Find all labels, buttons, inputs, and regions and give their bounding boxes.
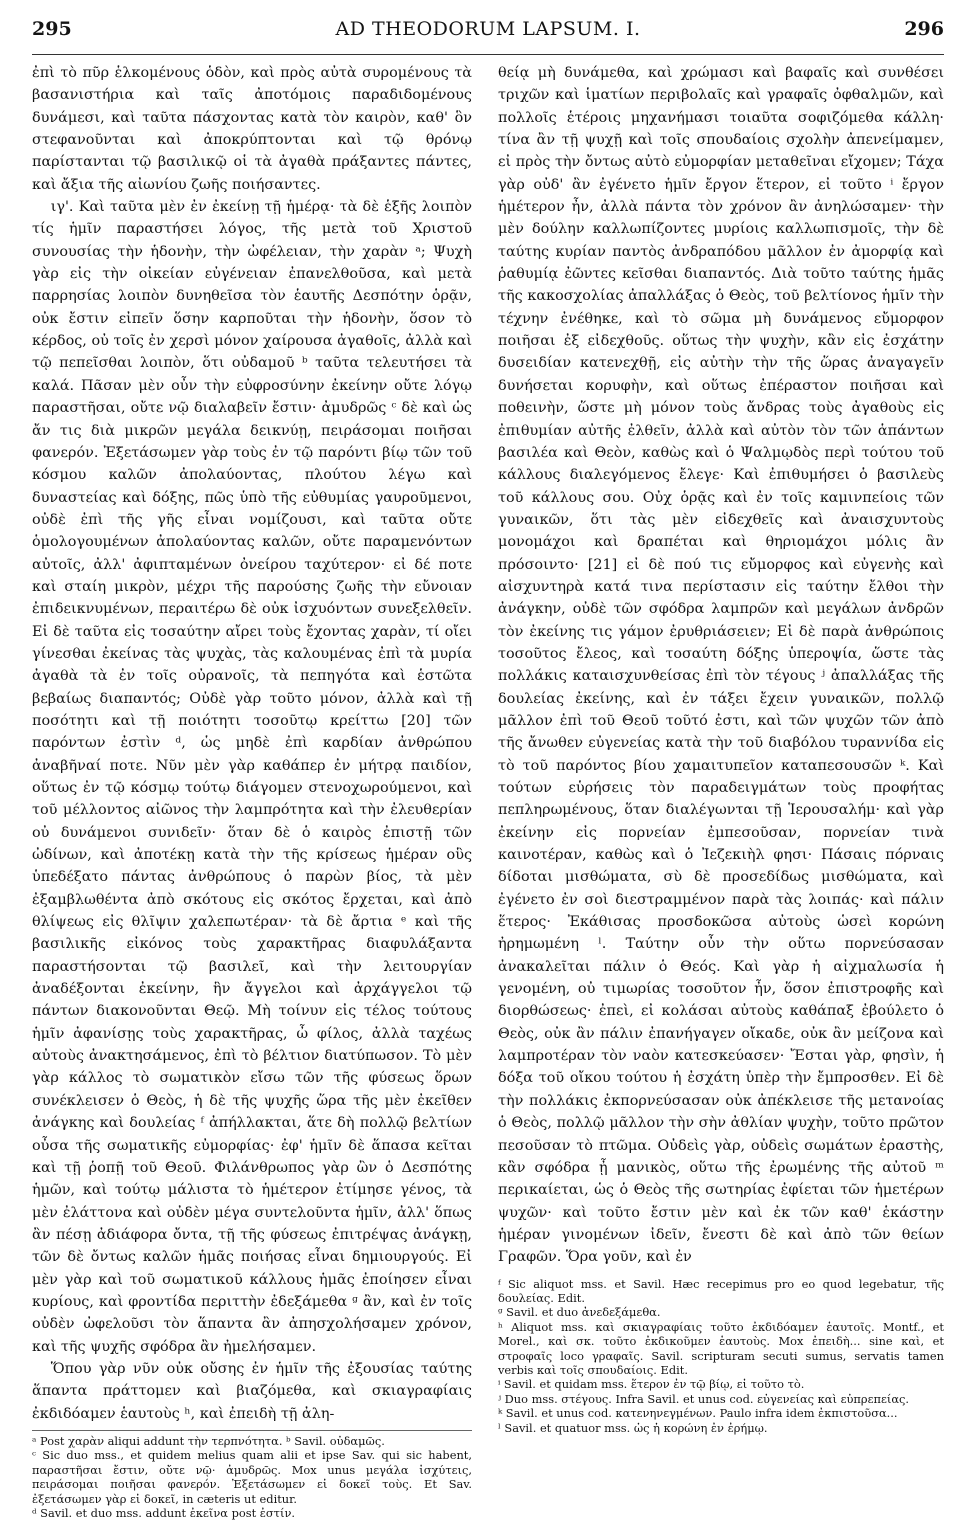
- footnotes-right: [498, 1277, 944, 1435]
- footnote: ˡ Savil. et quatuor mss. ὡς ἡ κορώνη ἐν ἐρήμῳ.: [498, 1420, 768, 1435]
- paragraph-left-3: Ὅπου γὰρ νῦν οὐκ οὔσης ἐν ἡμῖν τῆς ἐξουσίας ταύτης ἅπαντα πράττομεν καὶ βιαζόμεθα, καὶ σκιαγραφίαις ἐκδιδόαμεν ἑαυτοὺς ʰ, καὶ ἐπειδὴ τῇ ἀλη-: [32, 1360, 472, 1422]
- footnote: ᵍ Savil. et duo ἀνεδεξάμεθα.: [498, 1305, 661, 1320]
- footnote: ᶠ Sic aliquot mss. et Savil. Hæc recepimus pro eo quod legebatur, τῆς δουλείας. Edit.: [498, 1276, 944, 1305]
- page-number-left: 295: [32, 18, 72, 40]
- footnote: ᵃ Post χαρὰν aliqui addunt τὴν τερπνότητα. ᵇ Savil. οὐδαμῶς.: [32, 1433, 385, 1448]
- footnote: ⁱ Savil. et quidam mss. ἕτερον ἐν τῷ βίῳ, εἰ τοῦτο τὸ.: [498, 1377, 805, 1392]
- right-column: [498, 62, 944, 1494]
- paragraph-left-2: ιγ'. Καὶ ταῦτα μὲν ἐν ἐκείνῃ τῇ ἡμέρᾳ· τὰ δὲ ἑξῆς λοιπὸν τίς ἡμῖν παραστήσει λόγος, τῆς μετὰ τοῦ Χριστοῦ συνουσίας τὴν ἡδονὴν, τὴν ὠφέλειαν, τὴν χαρὰν ᵃ; Ψυχὴ γὰρ εἰς τὴν οἰκείαν εὐγένειαν ἐπανελθοῦσα, καὶ μετὰ παρρησίας λοιπὸν δυνηθεῖσα τὸν ἑαυτῆς Δεσπότην ὁρᾷν, οὐκ ἔστιν εἰπεῖν ὅσην καρποῦται τὴν ἡδονὴν, ὅσον τὸ κέρδος, οὐ τοῖς ἐν χερσὶ μόνον χαίρουσα ἀγαθοῖς, ἀλλὰ καὶ τῷ πεπεῖσθαι λοιπὸν, ὅτι οὐδαμοῦ ᵇ ταῦτα τελευτήσει τὰ καλά. Πᾶσαν μὲν οὖν τὴν εὐφροσύνην ἐκείνην οὔτε λόγῳ παραστῆσαι, οὔτε νῷ διαλαβεῖν ἔστιν· ἀμυδρῶς ᶜ δὲ καὶ ὡς ἄν τις διὰ μικρῶν μεγάλα δεικνύῃ, πειράσομαι ποιῆσαι φανερόν. Ἐξετάσωμεν γὰρ τοὺς ἐν τῷ παρόντι βίῳ τῶν τοῦ κόσμου καλῶν ἀπολαύοντας, πλούτου λέγω καὶ δυναστείας καὶ δόξης, πῶς ὑπὸ τῆς εὐθυμίας γαυροῦμενοι, οὐδὲ ἐπὶ τῆς γῆς εἶναι νομίζουσι, καὶ ταῦτα οὔτε ὁμολογουμένων ἀπολαύοντας καλῶν, οὔτε παραμενόντων αὐτοῖς, ἀλλ' ἀφιπταμένων ὀνείρου ταχύτερον· εἰ δέ ποτε καὶ σταίη μικρὸν, μέχρι τῆς παρούσης ζωῆς τὴν εὔνοιαν ἐπιδεικνυμένων, περαιτέρω δὲ οὐκ ἰσχυόντων συνεξελθεῖν. Εἰ δὲ ταῦτα εἰς τοσαύτην αἴρει τοὺς ἔχοντας χαρὰν, τί οἴει γίνεσθαι ἐκείνας τὰς ψυχὰς, τὰς καλουμένας ἐπὶ τὰ μυρία ἀγαθὰ τὰ ἐν τοῖς οὐρανοῖς, τὰ πεπηγότα καὶ ἑστῶτα βεβαίως διαπαντός; Οὐδὲ γὰρ τοῦτο μόνον, ἀλλὰ καὶ τῇ ποσότητι καὶ τῇ ποιότητι τοσοῦτῳ κρείττω [20] τῶν παρόντων ἐστὶν ᵈ, ὡς μηδὲ ἐπὶ καρδίαν ἀνθρώπου ἀναβῆναί ποτε. Νῦν μὲν γὰρ καθάπερ ἐν μήτρᾳ παιδίον, οὕτως ἐν τῷ κόσμῳ τούτῳ διάγομεν στενοχωρούμενοι, καὶ τοῦ μέλλοντος αἰῶνος τὴν λαμπρότητα καὶ τὴν ἐλευθερίαν οὐ δυνάμενοι συνιδεῖν· ὅταν δὲ ὁ καιρὸς ἐπιστῇ τῶν ὠδίνων, καὶ ἀποτέκῃ κατὰ τὴν τῆς κρίσεως ἡμέραν οὓς ὑπεδέξατο πάντας ἀνθρώπους ὁ παρὼν βίος, τὰ μὲν ἐξαμβλωθέντα ἀπὸ σκότους εἰς σκότος ἔρχεται, καὶ ἀπὸ θλίψεως εἰς θλῖψιν χαλεπωτέραν· τὰ δὲ ἄρτια ᵉ καὶ τῆς βασιλικῆς εἰκόνος τοὺς χαρακτῆρας διαφυλάξαντα παραστήσονται τῷ βασιλεῖ, καὶ τὴν λειτουργίαν ἀναδέξονται ἐκείνην, ἣν ἄγγελοι καὶ ἀρχάγγελοι τῷ πάντων διακονοῦνται Θεῷ. Μὴ τοίνυν εἰς τέλος τούτους ἡμῖν ἀφανίσῃς τοὺς χαρακτῆρας, ὦ φίλος, ἀλλὰ ταχέως αὐτοὺς ἀνακτησάμενος, ἐπὶ τὸ βέλτιον διατύπωσον. Τὸ μὲν γὰρ κάλλος τὸ σωματικὸν εἴσω τῶν τῆς φύσεως ὅρων συνέκλεισεν ὁ Θεὸς, ἡ δὲ τῆς ψυχῆς ὥρα τῆς μὲν ἐκεῖθεν ἀνάγκης καὶ δουλείας ᶠ ἀπήλλακται, ἅτε δὴ πολλῷ βελτίων οὖσα τῆς σωματικῆς εὐμορφίας· ἐφ' ἡμῖν δὲ ἅπασα κεῖται καὶ τῇ ῥοπῇ τοῦ Θεοῦ. Φιλάνθρωπος γὰρ ὢν ὁ Δεσπότης ἡμῶν, καὶ τούτῳ μάλιστα τὸ ἡμέτερον ἐτίμησε γένος, τὰ μὲν ἐλάττονα καὶ οὐδὲν μέγα συντελοῦντα ἡμῖν, ἀλλ' ὅπως ἂν πέσῃ ἀδιάφορα ὄντα, τῇ τῆς φύσεως ἐπιτρέψας ἀνάγκῃ, τῶν δὲ ὄντως καλῶν ἡμᾶς ποιήσας εἶναι δημιουργούς. Εἰ μὲν γὰρ καὶ τοῦ σωματικοῦ κάλλους ἡμᾶς ἐποίησεν εἶναι κυρίους, καὶ φροντίδα περιττὴν ἐδεξάμεθα ᵍ ἂν, καὶ ἐν τοῖς οὐδὲν ὠφελοῦσι τὸν ἅπαντα ἂν ἀπησχολήσαμεν χρόνον, καὶ τῆς ψυχῆς σφόδρα ἂν ἠμελήσαμεν.: [32, 199, 472, 1355]
- left-column: [32, 62, 472, 1520]
- footnote: ʲ Duo mss. στέγους. Infra Savil. et unus cod. εὐγενείας καὶ εὐπρεπείας.: [498, 1391, 910, 1406]
- footnotes-left: [32, 1430, 472, 1520]
- footnote: ᵈ Savil. et duo mss. addunt ἐκεῖνα post ἐστίν.: [32, 1506, 295, 1520]
- running-title: AD THEODORUM LAPSUM. I.: [335, 18, 641, 40]
- page-number-right: 296: [904, 18, 944, 40]
- paragraph-right-1: θείᾳ μὴ δυνάμεθα, καὶ χρώμασι καὶ βαφαῖς καὶ συνθέσει τριχῶν καὶ ἱματίων περιβολαῖς καὶ γραφαῖς ὀφθαλμῶν, καὶ πολλοῖς ἑτέροις μηχανήμασι τοιαῦτα σοφιζόμεθα κάλλη· τίνα ἂν τῇ ψυχῇ καὶ τοῖς σπουδαίοις σχολὴν ἀπενείμαμεν, εἰ πρὸς τὴν ὄντως αὐτὸ εὐμορφίαν μεταθεῖναι εἴχομεν; Τάχα γὰρ οὐδ' ἂν ἐγένετο ἡμῖν ἔργον ἕτερον, εἰ τοῦτο ⁱ ἔργον ἡμέτερον ἦν, ἀλλὰ πάντα τὸν χρόνον ἂν ἀνηλώσαμεν· τὴν μὲν δούλην καλλωπίζοντες μυρίοις καλλωπισμοῖς, τὴν δὲ ταύτης κυρίαν παντὸς ἀνδραπόδου μᾶλλον ἐν ἀμορφίᾳ καὶ ῥαθυμίᾳ ἐῶντες κεῖσθαι διαπαντός. Διὰ τοῦτο ταύτης ἡμᾶς τῆς κακοσχολίας ἀπαλλάξας ὁ Θεὸς, τοῦ βελτίονος ἡμῖν τὴν τέχνην ἐνέθηκε, καὶ τὸ σῶμα μὴ δυνάμενος εὔμορφον ποιῆσαι ἐξ εἰδεχθοῦς. οὕτως τὴν ψυχὴν, κἂν εἰς ἐσχάτην δυσειδίαν κατενεχθῇ, εἰς αὐτὴν τὴν τῆς ὥρας ἀναγαγεῖν δυνήσεται κορυφὴν, καὶ οὕτως ἐπέραστον ποιῆσαι καὶ ποθεινὴν, ὥστε μὴ μόνον τοὺς ἄνδρας τοὺς ἀγαθοὺς εἰς ἐπιθυμίαν αὐτῆς ἐλθεῖν, ἀλλὰ καὶ αὐτὸν τὸν τῶν ἁπάντων βασιλέα καὶ Θεὸν, καθὼς καὶ ὁ Ψαλμῳδὸς περὶ τούτου τοῦ κάλλους διαλεγόμενος ἔλεγε· Καὶ ἐπιθυμήσει ὁ βασιλεὺς τοῦ κάλλους σου. Οὐχ ὁρᾷς καὶ ἐν τοῖς καμινπείοις τῶν γυναικῶν, ὅτι τὰς μὲν εἰδεχθεῖς καὶ ἀναισχυντοὺς μονομάχοι καὶ δραπέται καὶ θηριομάχοι μόλις ἂν πρόσοιντο· [21] εἰ δὲ πού τις εὔμορφος καὶ εὐγενὴς καὶ αἰσχυντηρὰ κατά τινα περίστασιν εἰς ταύτην ἔλθοι τὴν ἀνάγκην, οὐδὲ τῶν σφόδρα λαμπρῶν καὶ μεγάλων ἀνδρῶν τὸν ἐκείνης τις γάμον ἐρυθριάσειεν; Εἰ δὲ παρὰ ἀνθρώποις τοσοῦτος ἔλεος, καὶ τοσαύτη δόξης ὑπεροψία, ὥστε τὰς πολλάκις καταισχυνθείσας ἐπὶ τὸν τέγους ʲ ἀπαλλάξας τῆς δουλείας ἐκείνης, καὶ ἐν τάξει ἔχειν γυναικῶν, πολλῷ μᾶλλον ἐπὶ τοῦ Θεοῦ τοῦτό ἐστι, καὶ τῶν ψυχῶν τῶν ἀπὸ τῆς ἄνωθεν εὐγενείας κατὰ τὴν τοῦ διαβόλου τυραννίδα εἰς τὸ τοῦ παρόντος βίου χαμαιτυπεῖον καταπεσουσῶν ᵏ. Καὶ τούτων εὑρήσεις τὸν παραδειγμάτων τοὺς προφήτας πεπληρωμένους, ὅταν διαλέγωνται τῇ Ἱερουσαλήμ· καὶ γὰρ ἐκείνην εἰς πορνείαν ἐμπεσοῦσαν, πορνείαν τινὰ καινοτέραν, καθὼς καὶ ὁ Ἰεζεκιὴλ φησι· Πάσαις πόρναις δίδοται μισθώματα, σὺ δὲ προσεδίδως μισθώματα, καὶ ἐγένετο ἐν σοὶ διεστραμμένον παρὰ τὰς λοιπάς· καὶ πάλιν ἕτερος· Ἐκάθισας προσδοκῶσα αὐτοὺς ὡσεὶ κορώνη ἠρημωμένη ˡ. Ταύτην οὖν τὴν οὕτω πορνεύσασαν ἀνακαλεῖται πάλιν ὁ Θεός. Καὶ γὰρ ἡ αἰχμαλωσία ἡ γενομένη, οὐ τιμωρίας τοσοῦτον ἦν, ὅσον ἐπιστροφῆς καὶ διορθώσεως· ἐπεὶ, εἰ κολάσαι αὐτοὺς καθάπαξ ἐβούλετο ὁ Θεὸς, οὐκ ἂν πάλιν ἐπανήγαγεν οἴκαδε, οὐκ ἂν μείζονα καὶ λαμπροτέραν τὸν ναὸν κατεσκεύασεν· Ἔσται γὰρ, φησὶν, ἡ δόξα τοῦ οἴκου τούτου ἡ ἐσχάτη ὑπὲρ τὴν ἔμπροσθεν. Εἰ δὲ τὴν πολλάκις ἐκπορνεύσασαν οὐκ ἀπέκλεισε τῆς μετανοίας ὁ Θεὸς, πολλῷ μᾶλλον τὴν σὴν ἀθλίαν ψυχὴν, τοῦτο πρῶτον πεσοῦσαν τὸ πτῶμα. Οὐδεὶς γὰρ, οὐδεὶς σωμάτων ἐραστὴς, κἂν σφόδρα ᾖ μανικὸς, οὕτω τῆς ἐρωμένης τῆς αὐτοῦ ᵐ περικαίεται, ὡς ὁ Θεὸς τῆς σωτηρίας ἐφίεται τῶν ἡμετέρων ψυχῶν· καὶ τοῦτο ἔστιν μὲν καὶ ἐκ τῶν καθ' ἑκάστην ἡμέραν γινομένων ἰδεῖν, ἔνεστι δὲ καὶ ἀπὸ τῶν θείων Γραφῶν. Ὅρα γοῦν, καὶ ἐν: [498, 65, 944, 1266]
- paragraph-left-1: ἐπὶ τὸ πῦρ ἑλκομένους ὁδὸν, καὶ πρὸς αὐτὰ συρομένους τὰ βασανιστήρια καὶ ταῖς ἀποτόμοις παραδιδομένους δυνάμεσι, καὶ ταῦτα πάσχοντας κατὰ τὸν καιρὸν, καθ' ὃν στεφανοῦνται καὶ ἀποκρύπτονται καὶ τῷ θρόνῳ παρίστανται τῷ βασιλικῷ οἱ τὰ ἀγαθὰ πράξαντες πάντες, καὶ ἄξια τῆς αἰωνίου ζωῆς ποιήσαντες.: [32, 65, 472, 193]
- footnote: ᵏ Savil. et unus cod. κατενηνεγμένων. Paulo infra idem ἐκπιστοῦσα...: [498, 1406, 898, 1421]
- running-header: [32, 14, 944, 55]
- footnote: ʰ Aliquot mss. καὶ σκιαγραφίαις τοῦτο ἐκδιδόαμεν ἑαυτοῖς. Montf., et Morel., καὶ σκ. τοῦτο ἐκδικοῦμεν ἑαυτοὺς. Mox ἐπειδὴ... sine καὶ, et στροφαῖς loco γραφαῖς. Savil. scripturam secuti sumus, servatis tamen verbis καὶ τοῖς σπουδαίοις. Edit.: [498, 1319, 944, 1377]
- footnote: ᶜ Sic duo mss., et quidem melius quam alii et ipse Sav. qui sic habent, παραστῆσαι ἔστιν, οὔτε νῷ· ἀμυδρῶς. Mox unus μεγάλα ἰσχύτεις, πειράσομαι ποιῆσαι φανερόν. Ἐξετάσωμεν εἰ δοκεῖ τοὺς. Et Sav. ἐξετάσωμεν γὰρ εἰ δοκεῖ, in cæteris ut editur.: [32, 1448, 472, 1506]
